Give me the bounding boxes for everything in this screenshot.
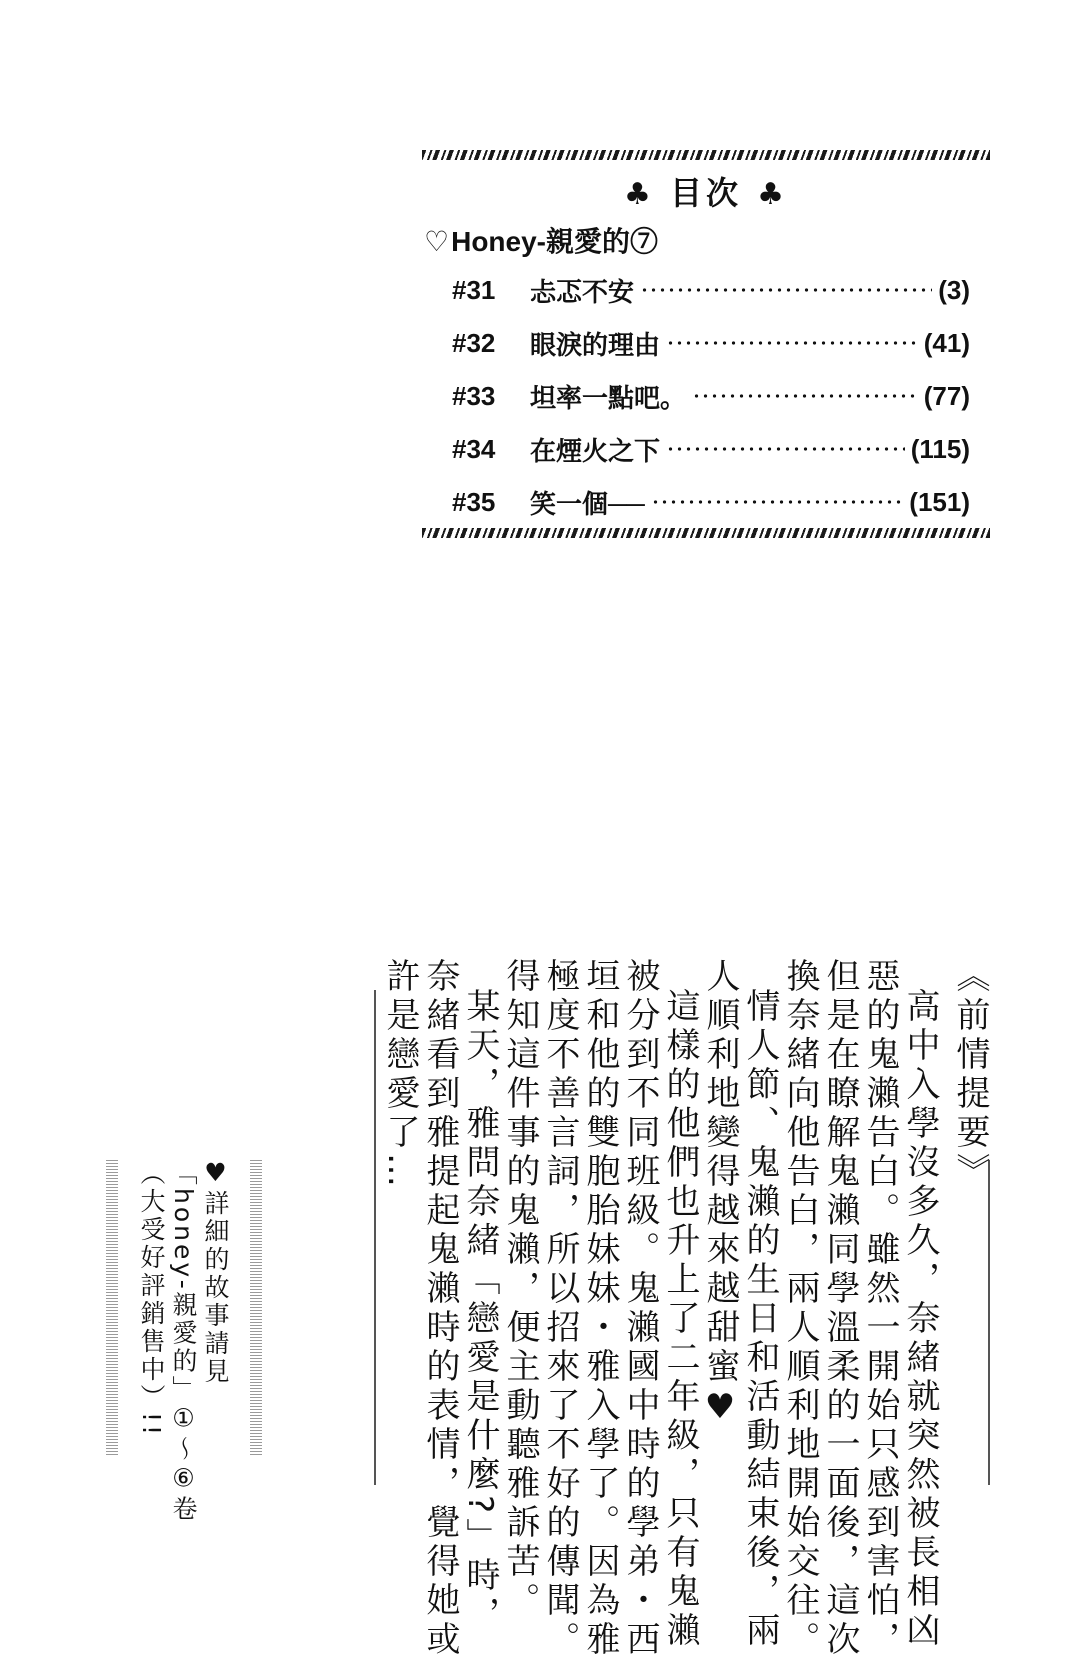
- dot-leader: [666, 447, 905, 451]
- note-line: 「honey-親愛的」①～⑥卷: [169, 1160, 198, 1524]
- chapter-title: 在煙火之下: [530, 435, 661, 466]
- chapter-row-32[interactable]: [452, 323, 970, 363]
- synopsis-line: 這樣的他們也升上了二年級，只有鬼瀨: [660, 988, 700, 1651]
- synopsis-line: 某天，雅問奈緒「戀愛是什麼?」時，: [460, 988, 500, 1636]
- synopsis-line: 許是戀愛了…: [380, 958, 420, 1192]
- chapter-number: #33: [452, 380, 496, 411]
- chapter-number: #34: [452, 433, 496, 464]
- series-title: [424, 220, 658, 260]
- chapter-page: (41): [923, 327, 970, 358]
- toc-top-border: [422, 150, 990, 160]
- chapter-number: #31: [452, 274, 496, 305]
- chapter-title: 忐忑不安: [530, 276, 635, 307]
- synopsis-left-rule: [374, 990, 376, 1485]
- synopsis-line: 得知這件事的鬼瀨，便主動聽雅訴苦。: [500, 958, 540, 1621]
- dot-leader: [651, 500, 903, 504]
- club-icon: ♣: [757, 177, 789, 212]
- dot-leader: [666, 341, 918, 345]
- synopsis-line: 惡的鬼瀨告白。雖然一開始只感到害怕，: [860, 958, 900, 1660]
- chapter-title: 坦率一點吧。: [530, 382, 687, 413]
- chapter-number: #32: [452, 327, 496, 358]
- note-line: （大受好評銷售中）!!: [137, 1160, 166, 1439]
- heart-outline-icon: ♡: [424, 226, 450, 257]
- toc-bottom-border: [422, 528, 990, 538]
- synopsis-line: 換奈緒向他告白，兩人順利地開始交往。: [780, 958, 820, 1660]
- chapter-row-31[interactable]: [452, 270, 970, 310]
- note-text: 詳細的故事請見: [201, 1190, 230, 1386]
- heading-rule: [988, 1160, 990, 1485]
- chapter-row-34[interactable]: [452, 429, 970, 469]
- synopsis-line: 但是在瞭解鬼瀨同學溫柔的一面後，這次: [820, 958, 860, 1660]
- chapter-page: (115): [910, 433, 970, 464]
- synopsis-line: 極度不善言詞，所以招來了不好的傳聞。: [540, 958, 580, 1660]
- toc-heading: 目次: [669, 174, 742, 212]
- chapter-title: 眼淚的理由: [530, 329, 661, 360]
- note-line: [200, 1158, 230, 1386]
- synopsis-line: 高中入學沒多久，奈緒就突然被長相凶: [900, 988, 940, 1651]
- synopsis-line: 情人節、鬼瀨的生日和活動結束後，兩: [740, 988, 780, 1651]
- toc-title: [422, 168, 990, 214]
- chapter-title: 笑一個──: [530, 488, 645, 519]
- heart-icon: ♥: [201, 1158, 230, 1190]
- chapter-row-33[interactable]: [452, 376, 970, 416]
- dot-leader: [640, 288, 932, 292]
- chapter-number: #35: [452, 486, 496, 517]
- synopsis-line: 被分到不同班級。鬼瀨國中時的學弟・西: [620, 958, 660, 1660]
- chapter-row-35[interactable]: [452, 482, 970, 522]
- dot-leader: [692, 394, 918, 398]
- note-right-border: [250, 1160, 262, 1455]
- synopsis-line: 垣和他的雙胞胎妹妹・雅入學了。因為雅: [580, 958, 620, 1660]
- series-title-text: Honey-親愛的⑦: [451, 226, 659, 257]
- chapter-page: (77): [923, 380, 970, 411]
- chapter-page: (151): [909, 486, 970, 517]
- chapter-page: (3): [938, 274, 970, 305]
- synopsis-heading: 《前情提要》: [950, 958, 990, 1192]
- club-icon: ♣: [623, 177, 655, 212]
- synopsis-line: 人順利地變得越來越甜蜜♥: [700, 958, 740, 1432]
- synopsis-line: 奈緒看到雅提起鬼瀨時的表情，覺得她或: [420, 958, 460, 1660]
- note-left-border: [106, 1160, 118, 1455]
